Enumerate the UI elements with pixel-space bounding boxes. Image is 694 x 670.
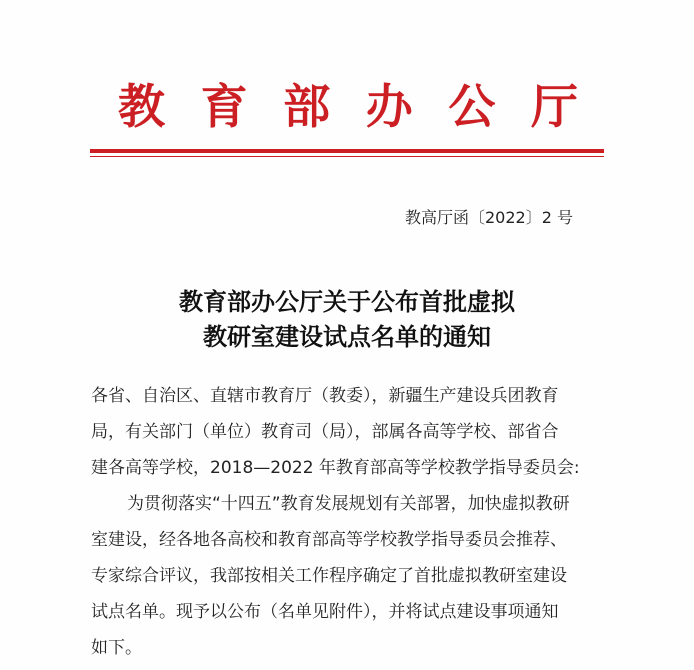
- masthead-char: 办: [365, 80, 413, 135]
- body-line-8: 如下。: [91, 638, 142, 658]
- body-line-1: 各省、自治区、直辖市教育厅（教委），新疆生产建设兵团教育: [91, 386, 559, 406]
- body-line-6: 专家综合评议，我部按相关工作程序确定了首批虚拟教研室建设: [91, 566, 567, 586]
- body-line-7: 试点名单。现予以公布（名单见附件），并将试点建设事项通知: [91, 602, 559, 622]
- masthead-divider-thin: [90, 156, 604, 157]
- document-title-line-2: 教研室建设试点名单的通知: [203, 323, 491, 351]
- masthead-char: 部: [283, 80, 331, 135]
- body-line-2: 局，有关部门（单位）教育司（局），部属各高等学校、部省合: [91, 422, 559, 442]
- masthead: [118, 78, 578, 138]
- masthead-char: 教: [118, 80, 165, 135]
- masthead-char: 育: [200, 80, 248, 135]
- body-line-3: 建各高等学校，2018—2022 年教育部高等学校教学指导委员会:: [91, 458, 580, 478]
- body-line-5: 室建设，经各地各高校和教育部高等学校教学指导委员会推荐、: [91, 530, 567, 550]
- document-title-line-1: 教育部办公厅关于公布首批虚拟: [179, 288, 515, 316]
- body-line-4: 为贯彻落实“十四五”教育发展规划有关部署，加快虚拟教研: [127, 494, 570, 514]
- document-number: 教高厅函〔2022〕2 号: [405, 208, 573, 227]
- masthead-divider-thick: [90, 149, 604, 153]
- masthead-char: 公: [448, 80, 496, 135]
- masthead-char: 厅: [530, 80, 578, 135]
